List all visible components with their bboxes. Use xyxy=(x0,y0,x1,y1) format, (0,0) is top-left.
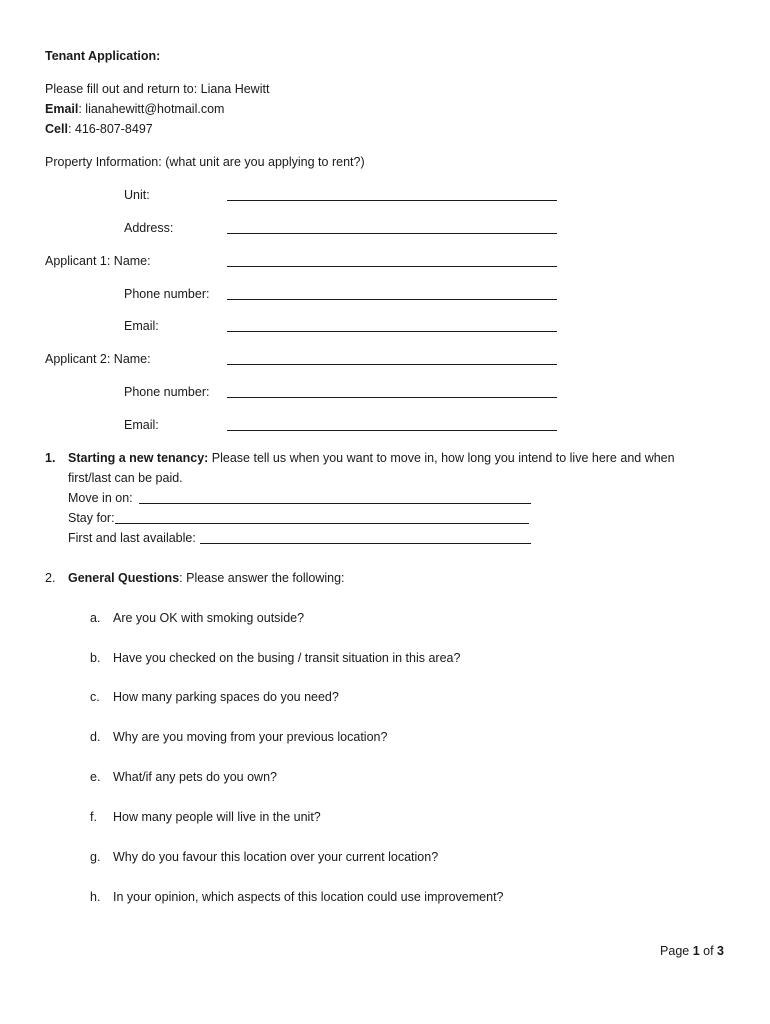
move-in-label: Move in on: xyxy=(68,491,133,505)
return-to-line: Please fill out and return to: Liana Hewitt xyxy=(45,82,270,96)
question-f-text: How many people will live in the unit? xyxy=(113,810,321,824)
question-c-letter: c. xyxy=(90,690,100,704)
applicant2-email-field[interactable] xyxy=(227,418,557,431)
applicant1-phone-label: Phone number: xyxy=(124,287,210,301)
question-a-letter: a. xyxy=(90,611,101,625)
section1-text-continued: first/last can be paid. xyxy=(68,471,183,485)
move-in-field[interactable] xyxy=(139,491,531,504)
page-of-word: of xyxy=(699,944,718,958)
applicant1-email-field[interactable] xyxy=(227,319,557,332)
question-g-letter: g. xyxy=(90,850,101,864)
email-label: Email xyxy=(45,102,79,116)
applicant1-phone-field[interactable] xyxy=(227,287,557,300)
section2-text: : Please answer the following: xyxy=(179,571,345,585)
unit-field[interactable] xyxy=(227,188,557,201)
page-current: 1 xyxy=(692,944,700,958)
section2-intro xyxy=(68,570,345,586)
page-word: Page xyxy=(660,944,693,958)
section1-title: Starting a new tenancy: xyxy=(68,451,209,465)
section1-number: 1. xyxy=(45,451,56,465)
question-g-text: Why do you favour this location over your current location? xyxy=(113,850,439,864)
applicant1-name-label: Applicant 1: Name: xyxy=(45,254,151,268)
question-e-text: What/if any pets do you own? xyxy=(113,770,277,784)
address-label: Address: xyxy=(124,221,174,235)
applicant1-email-label: Email: xyxy=(124,319,159,333)
applicant2-name-field[interactable] xyxy=(227,352,557,365)
stay-for-field[interactable] xyxy=(115,511,529,524)
stay-for-label: Stay for: xyxy=(68,511,115,525)
applicant2-email-label: Email: xyxy=(124,418,159,432)
applicant2-phone-field[interactable] xyxy=(227,385,557,398)
cell-value: : 416-807-8497 xyxy=(67,122,153,136)
question-b-letter: b. xyxy=(90,651,101,665)
contact-cell xyxy=(45,121,153,137)
page-total: 3 xyxy=(717,944,724,958)
first-last-label: First and last available: xyxy=(68,531,196,545)
email-value: : lianahewitt@hotmail.com xyxy=(78,102,225,116)
question-h-letter: h. xyxy=(90,890,101,904)
question-h-text: In your opinion, which aspects of this location could use improvement? xyxy=(113,890,504,904)
question-f-letter: f. xyxy=(90,810,97,824)
question-d-text: Why are you moving from your previous location? xyxy=(113,730,388,744)
applicant2-phone-label: Phone number: xyxy=(124,385,210,399)
cell-label: Cell xyxy=(45,122,68,136)
question-a-text: Are you OK with smoking outside? xyxy=(113,611,305,625)
question-c-text: How many parking spaces do you need? xyxy=(113,690,339,704)
contact-email xyxy=(45,101,224,117)
unit-label: Unit: xyxy=(124,188,150,202)
question-d-letter: d. xyxy=(90,730,101,744)
section2-number: 2. xyxy=(45,571,56,585)
address-field[interactable] xyxy=(227,221,557,234)
page-title: Tenant Application: xyxy=(45,49,161,63)
applicant2-name-label: Applicant 2: Name: xyxy=(45,352,151,366)
section1-intro xyxy=(68,450,675,466)
property-heading: Property Information: (what unit are you applying to rent?) xyxy=(45,155,365,169)
section1-text: Please tell us when you want to move in, how long you intend to live here and when xyxy=(208,451,675,465)
section2-title: General Questions xyxy=(68,571,180,585)
first-last-field[interactable] xyxy=(200,531,531,544)
page-number xyxy=(660,944,724,958)
question-b-text: Have you checked on the busing / transit situation in this area? xyxy=(113,651,461,665)
applicant1-name-field[interactable] xyxy=(227,254,557,267)
question-e-letter: e. xyxy=(90,770,101,784)
